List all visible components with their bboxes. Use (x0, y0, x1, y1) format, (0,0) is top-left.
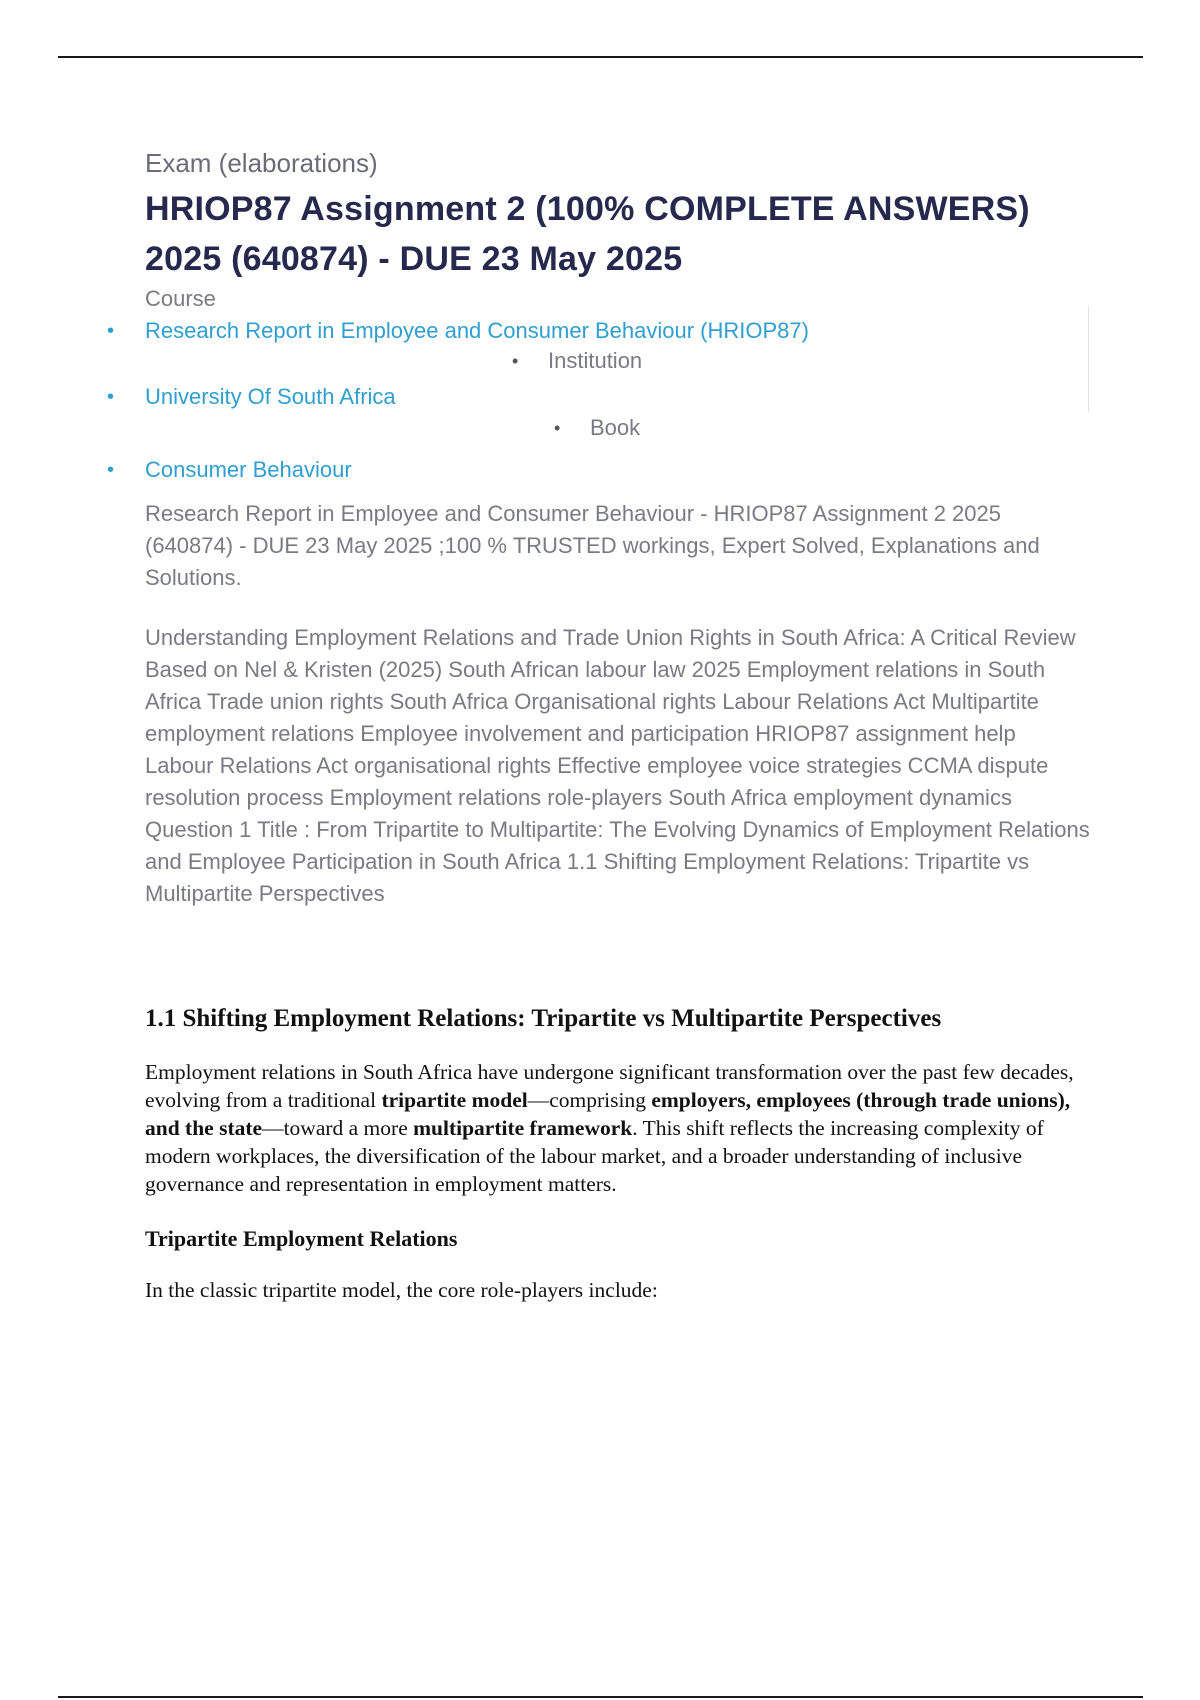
title-line-1: HRIOP87 Assignment 2 (100% COMPLETE ANSWERS) (145, 190, 1030, 228)
document-title (145, 184, 1090, 284)
institution-link[interactable]: • University Of South Africa (145, 382, 396, 412)
institution-label: • Institution (548, 346, 642, 376)
para-bold: multipartite framework (413, 1116, 633, 1140)
footer-rule (58, 1696, 1143, 1698)
para-text: . This shift reflects the increasing complexity of modern workplaces, the diversification of the labour market, and a broader understanding of inclusive governance and representation in employment matters. (145, 1116, 1044, 1196)
document-keywords: Understanding Employment Relations and Trade Union Rights in South Africa: A Critical Review Based on Nel & Kristen (2025) South African labour law 2025 Employment relations in South Africa Trade union rights South Africa Organisational rights Labour Relations Act Multipartite employment relations Employee involvement and participation HRIOP87 assignment help Labour Relations Act organisational rights Effective employee voice strategies CCMA dispute resolution process Employment relations role-players South Africa employment dynamics Question 1 Title : From Tripartite to Multipartite: The Evolving Dynamics of Employment Relations and Employee Participation in South Africa 1.1 Shifting Employment Relations: Tripartite vs Multipartite Perspectives (145, 625, 1090, 906)
course-label: Course (145, 286, 216, 311)
section-heading: 1.1 Shifting Employment Relations: Tripartite vs Multipartite Perspectives (145, 1005, 942, 1032)
para-bold: employers, employees (through trade unions), and the state (145, 1088, 1071, 1140)
body-paragraph-1 (145, 1058, 1090, 1198)
book-link[interactable]: • Consumer Behaviour (145, 455, 352, 485)
document-content (145, 146, 1090, 1304)
body-paragraph-2: In the classic tripartite model, the core role-players include: (145, 1278, 658, 1302)
book-label: • Book (590, 413, 640, 443)
document-category: Exam (elaborations) (145, 148, 378, 178)
meta-divider (1088, 306, 1089, 412)
para-text: Employment relations in South Africa have undergone significant transformation over the past few decades, evolving from a traditional (145, 1060, 1074, 1112)
para-text: —toward a more (262, 1116, 414, 1140)
para-bold: tripartite model (381, 1088, 528, 1112)
document-meta (145, 316, 1090, 486)
course-link[interactable]: • Research Report in Employee and Consumer Behaviour (HRIOP87) (145, 316, 809, 346)
document-summary: Research Report in Employee and Consumer Behaviour - HRIOP87 Assignment 2 2025 (640874) - DUE 23 May 2025 ;100 % TRUSTED workings, Expert Solved, Explanations and Solutions. (145, 501, 1040, 590)
subheading: Tripartite Employment Relations (145, 1226, 458, 1251)
para-text: —comprising (527, 1088, 652, 1112)
header-rule (58, 56, 1143, 58)
title-line-2: 2025 (640874) - DUE 23 May 2025 (145, 240, 683, 278)
